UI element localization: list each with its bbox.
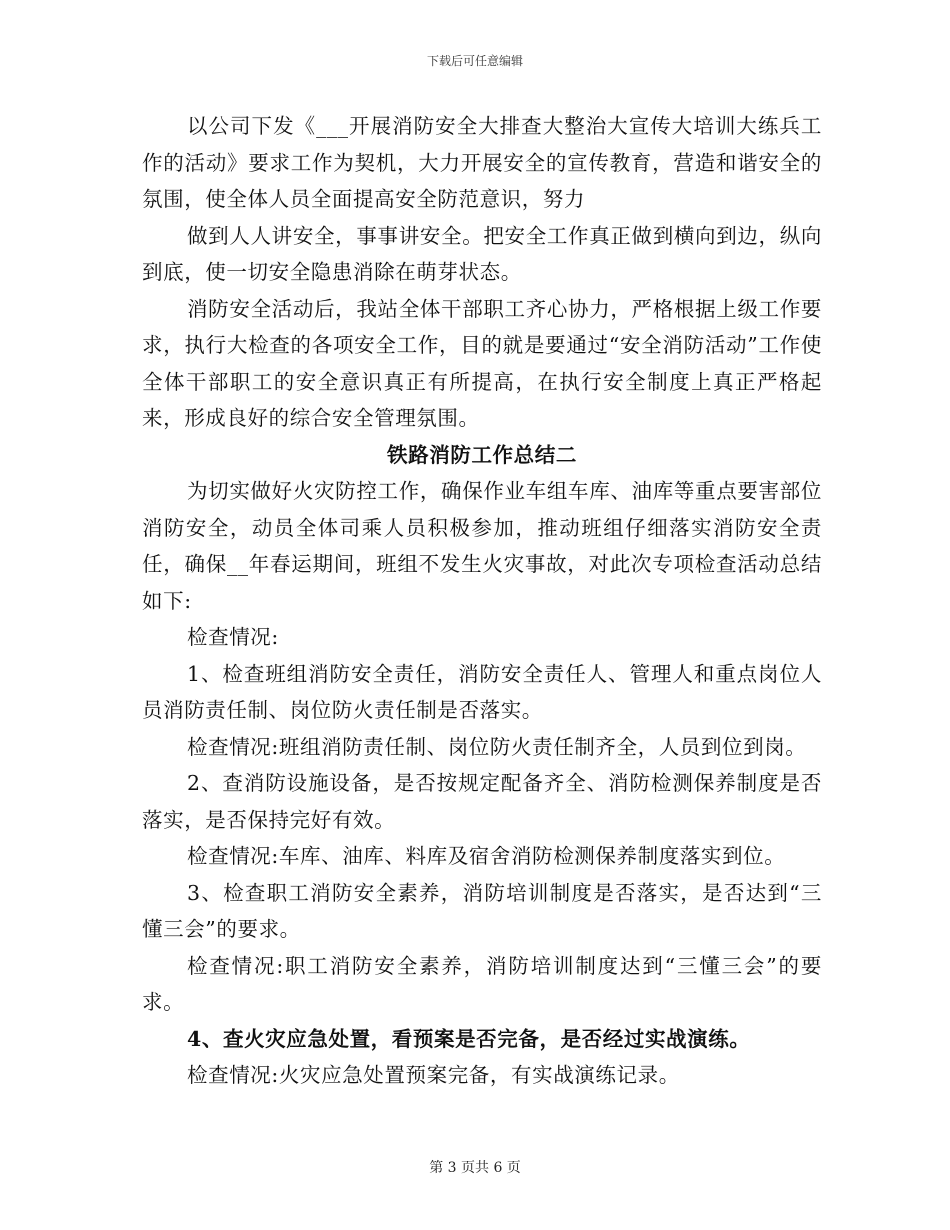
document-body [142, 108, 822, 1094]
paragraph-5: 检查情况: [187, 625, 279, 649]
paragraph-13: 检查情况:火灾应急处置预案完备，有实战演练记录。 [187, 1063, 680, 1087]
paragraph-4: 为切实做好火灾防控工作，确保作业车组车库、油库等重点要害部位消防安全，动员全体司乘人员积极参加，推动班组仔细落实消防安全责任，确保__年春运期间，班组不发生火灾事故，对此次专项检查活动总结如下: [142, 479, 822, 613]
section-title: 铁路消防工作总结二 [387, 442, 577, 467]
paragraph-7: 检查情况:班组消防责任制、岗位防火责任制齐全，人员到位到岗。 [187, 734, 807, 759]
paragraph-11: 检查情况:职工消防安全素养，消防培训制度达到“三懂三会”的要求。 [142, 953, 822, 1014]
paragraph-3: 消防安全活动后，我站全体干部职工齐心协力，严格根据上级工作要求，执行大检查的各项安全工作，目的就是要通过“安全消防活动”工作使全体干部职工的安全意识真正有所提高，在执行安全制度上真正严格起来，形成良好的综合安全管理氛围。 [142, 296, 822, 430]
header-note: 下载后可任意编辑 [426, 54, 523, 68]
paragraph-6: 1、检查班组消防安全责任，消防安全责任人、管理人和重点岗位人员消防责任制、岗位防火责任制是否落实。 [142, 661, 822, 722]
paragraph-10: 3、检查职工消防安全素养，消防培训制度是否落实，是否达到“三懂三会”的要求。 [142, 880, 822, 941]
paragraph-1: 以公司下发《___开展消防安全大排查大整治大宣传大培训大练兵工作的活动》要求工作为契机，大力开展安全的宣传教育，营造和谐安全的氛围，使全体人员全面提高安全防范意识，努力 [142, 114, 822, 211]
paragraph-2: 做到人人讲安全，事事讲安全。把安全工作真正做到横向到边，纵向到底，使一切安全隐患消除在萌芽状态。 [142, 223, 822, 284]
page-footer: 第 3 页共 6 页 [429, 1160, 521, 1176]
paragraph-12: 4、查火灾应急处置，看预案是否完备，是否经过实战演练。 [187, 1026, 751, 1051]
paragraph-9: 检查情况:车库、油库、料库及宿舍消防检测保养制度落实到位。 [187, 844, 786, 868]
paragraph-8: 2、查消防设施设备，是否按规定配备齐全、消防检测保养制度是否落实，是否保持完好有效。 [142, 771, 822, 832]
